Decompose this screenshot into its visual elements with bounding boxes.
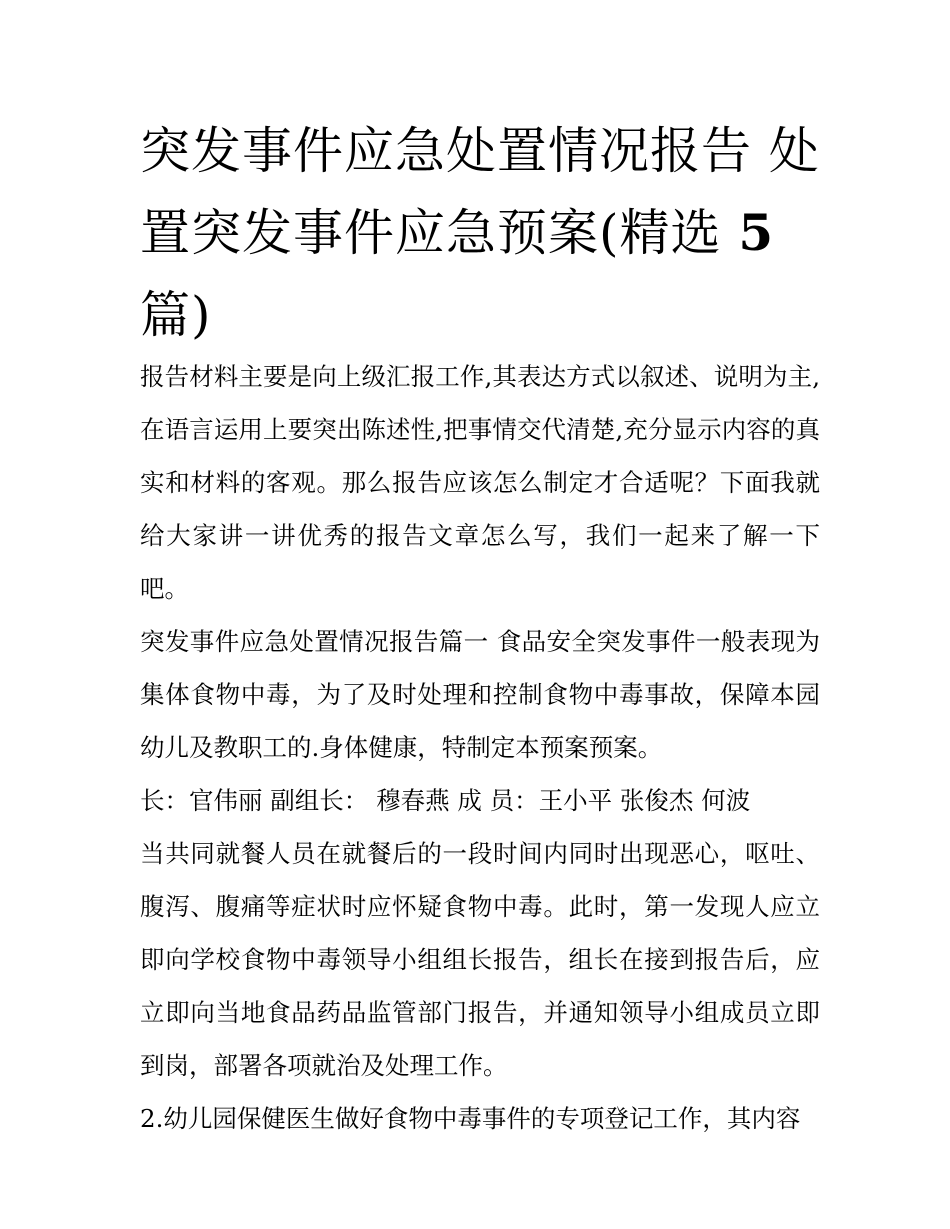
paragraph-item-two: 2.幼儿园保健医生做好食物中毒事件的专项登记工作，其内容 (140, 1104, 801, 1133)
paragraph-team-members: 长：官伟丽 副组长： 穆春燕 成 员：王小平 张俊杰 何波 (140, 786, 751, 815)
paragraph-intro: 报告材料主要是向上级汇报工作,其表达方式以叙述、说明为主,在语言运用上要突出陈述性,把事情交代清楚,充分显示内容的真实和材料的客观。那么报告应该怎么制定才合适呢？下面我就给大家讲一讲优秀的报告文章怎么写，我们一起来了解一下吧。 (140, 362, 820, 603)
document-title: 突发事件应急处置情况报告 处置突发事件应急预案(精选 5 篇) (140, 122, 820, 344)
document-body (140, 350, 820, 1145)
paragraph-section-one: 突发事件应急处置情况报告篇一 食品安全突发事件一般表现为集体食物中毒，为了及时处理和控制食物中毒事故，保障本园幼儿及教职工的.身体健康，特制定本预案预案。 (140, 627, 820, 762)
paragraph-procedure: 当共同就餐人员在就餐后的一段时间内同时出现恶心，呕吐、腹泻、腹痛等症状时应怀疑食物中毒。此时，第一发现人应立即向学校食物中毒领导小组组长报告，组长在接到报告后，应立即向当地食品药品监管部门报告，并通知领导小组成员立即到岗，部署各项就治及处理工作。 (140, 839, 820, 1080)
